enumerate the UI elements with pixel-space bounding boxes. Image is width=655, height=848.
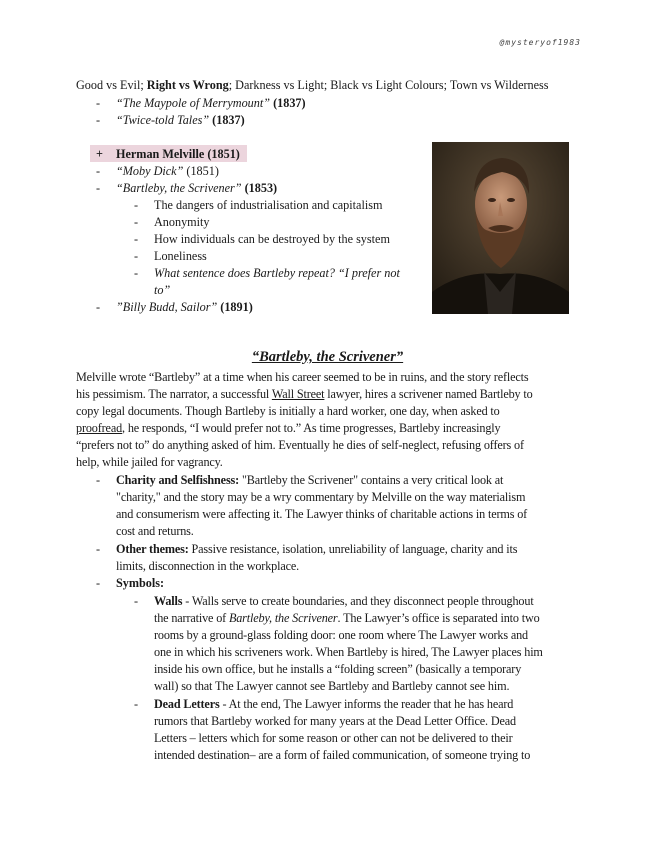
dead-letters-line: Dead Letters - At the end, The Lawyer informs the reader that he has heard <box>154 697 514 711</box>
sub-item: The dangers of industrialisation and capitalism <box>154 198 383 212</box>
list-item: “Twice-told Tales” (1837) <box>116 113 245 127</box>
sub-dash: - <box>134 215 139 229</box>
list-item: “The Maypole of Merrymount” (1837) <box>116 96 306 110</box>
sub-dash: - <box>134 198 139 212</box>
intro-line: proofread, he responds, “I would prefer not to.” As time progresses, Bartleby increasingly <box>76 421 501 435</box>
walls-line: one in which his scriveners work. When Bartleby is hired, The Lawyer places him <box>154 645 543 659</box>
themes-line: Good vs Evil; Right vs Wrong; Darkness vs Light; Black vs Light Colours; Town vs Wilderness <box>76 78 549 92</box>
other-themes-line: Other themes: Passive resistance, isolation, unreliability of language, charity and its <box>116 542 518 556</box>
walls-line: wall) so that The Lawyer cannot see Bartleby and Bartleby cannot see him. <box>154 679 510 693</box>
watermark: @mysteryof1983 <box>499 38 581 47</box>
sub-dash: - <box>134 249 139 263</box>
dead-letters-line: intended destination– are a form of failed communication, of someone trying to <box>154 748 531 762</box>
charity-line: Charity and Selfishness: "Bartleby the Scrivener" contains a very critical look at <box>116 473 504 487</box>
wall-street-link[interactable]: Wall Street <box>271 387 325 401</box>
intro-line: his pessimism. The narrator, a successful Wall Street lawyer, hires a scrivener named Bartleby to <box>76 387 533 401</box>
sub-item: Anonymity <box>154 215 210 229</box>
walls-line: inside his own office, but he installs a “folding screen” (basically a temporary <box>154 662 522 676</box>
intro-line: “prefers not to” do anything asked of him. Eventually he dies of self-neglect, refusing offers of <box>76 438 524 452</box>
intro-line: Melville wrote “Bartleby” at a time when his career seemed to be in ruins, and the story reflects <box>76 370 529 384</box>
sub-item-question: What sentence does Bartleby repeat? “I prefer not <box>154 266 400 280</box>
sub-dash: - <box>134 594 139 608</box>
sub-dash: - <box>134 697 139 711</box>
symbols-label: Symbols: <box>116 576 165 590</box>
melville-portrait <box>432 142 569 314</box>
sub-dash: - <box>134 266 139 280</box>
list-dash: - <box>96 181 101 195</box>
list-dash: - <box>96 300 101 314</box>
list-dash: - <box>96 96 101 110</box>
sub-item: Loneliness <box>154 249 207 263</box>
list-dash: - <box>96 113 101 127</box>
sub-item: How individuals can be destroyed by the system <box>154 232 390 246</box>
charity-line: "charity," and the story may be a wry commentary by Melville on the way materialism <box>116 490 526 504</box>
section-title: “Bartleby, the Scrivener” <box>251 349 404 365</box>
list-dash: - <box>96 542 101 556</box>
list-item: “Moby Dick” (1851) <box>116 164 219 178</box>
other-themes-line: limits, disconnection in the workplace. <box>116 559 300 573</box>
proofread-link[interactable]: proofread <box>76 421 123 435</box>
charity-line: cost and returns. <box>116 524 194 538</box>
portrait-image <box>432 142 569 314</box>
plus-bullet: + <box>96 147 103 161</box>
list-item: “Bartleby, the Scrivener” (1853) <box>116 181 278 195</box>
walls-line: Walls - Walls serve to create boundaries, and they disconnect people throughout <box>154 594 534 608</box>
charity-line: and consumerism were affecting it. The Lawyer thinks of charitable actions in terms of <box>116 507 528 521</box>
list-dash: - <box>96 576 101 590</box>
dead-letters-line: Letters – letters which for some reason or other can not be delivered to their <box>154 731 513 745</box>
dead-letters-line: rumors that Bartleby worked for many years at the Dead Letter Office. Dead <box>154 714 516 728</box>
walls-line: the narrative of Bartleby, the Scrivener. The Lawyer’s office is separated into two <box>154 611 540 625</box>
intro-line: copy legal documents. Though Bartleby is initially a hard worker, one day, when asked to <box>76 404 500 418</box>
list-dash: - <box>96 164 101 178</box>
intro-line: help, while jailed for vagrancy. <box>76 455 223 469</box>
sub-dash: - <box>134 232 139 246</box>
melville-heading: Herman Melville (1851) <box>116 147 240 161</box>
sub-item-question-cont: to” <box>154 283 171 297</box>
list-dash: - <box>96 473 101 487</box>
walls-line: rooms by a ground-glass folding door: one room where The Lawyer works and <box>154 628 528 642</box>
list-item: ”Billy Budd, Sailor” (1891) <box>116 300 253 314</box>
